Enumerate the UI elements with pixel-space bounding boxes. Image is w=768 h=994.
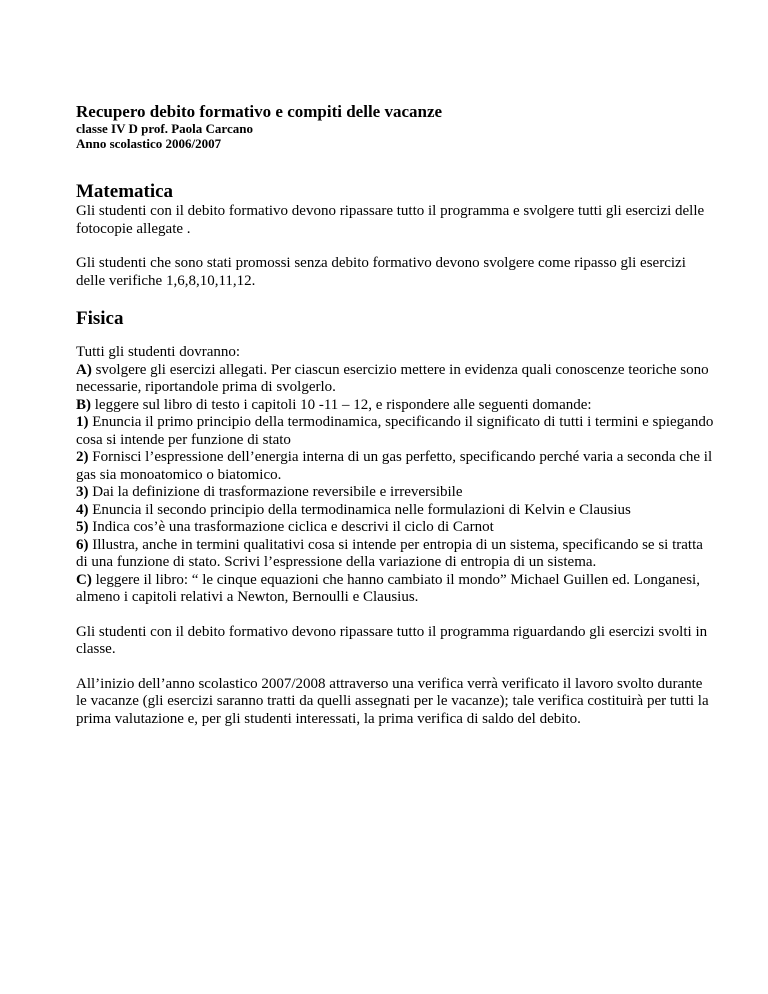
list-item-text: Enuncia il primo principio della termodinamica, specificando il significato di tutti i termini e spiegando cosa si intende per funzione di stato — [76, 414, 714, 448]
list-item — [76, 362, 716, 397]
list-item-label: 2) — [76, 449, 89, 465]
matematica-paragraph-debito: Gli studenti con il debito formativo devono ripassare tutto il programma e svolgere tutti gli esercizi delle fotocopie allegate . — [76, 203, 705, 237]
list-item-text: Enuncia il secondo principio della termodinamica nelle formulazioni di Kelvin e Clausius — [88, 501, 631, 518]
school-year-line: Anno scolastico 2006/2007 — [76, 136, 222, 151]
list-item-text: svolgere gli esercizi allegati. Per ciascun esercizio mettere in evidenza quali conoscenze teoriche sono necessarie, riportandole prima di svolgerlo. — [76, 361, 709, 395]
list-item — [76, 484, 716, 502]
list-item — [76, 537, 716, 572]
list-item-label: B) — [76, 396, 91, 413]
section-matematica — [76, 181, 716, 290]
list-item-text: Fornisci l’espressione dell’energia interna di un gas perfetto, specificando perché varia a seconda che il gas sia monoatomico o biatomico. — [76, 449, 713, 483]
list-item-text: Illustra, anche in termini qualitativi cosa si intende per entropia di un sistema, specificando se si tratta di una funzione di stato. Scrivi l’espressione della variazione di entropia di un sistema. — [76, 536, 703, 570]
section-heading-matematica: Matematica — [76, 181, 174, 202]
list-item-label: 4) — [76, 501, 89, 518]
list-item-label: 3) — [76, 484, 89, 500]
list-item — [76, 397, 716, 415]
list-item — [76, 519, 716, 537]
list-item — [76, 502, 716, 520]
list-item-text: Dai la definizione di trasformazione reversibile e irreversibile — [88, 484, 463, 500]
list-item-text: leggere sul libro di testo i capitoli 10 -11 – 12, e rispondere alle seguenti domande: — [91, 396, 592, 413]
list-item-text: leggere il libro: “ le cinque equazioni che hanno cambiato il mondo” Michael Guillen ed. Longanesi, almeno i capitoli relativi a Newton, Bernoulli e Clausius. — [76, 571, 700, 605]
fisica-paragraph-debito: Gli studenti con il debito formativo devono ripassare tutto il programma riguardando gli esercizi svolti in classe. — [76, 623, 708, 657]
list-item-label: 1) — [76, 414, 89, 430]
list-item-text: Indica cos’è una trasformazione ciclica e descrivi il ciclo di Carnot — [88, 519, 494, 535]
list-item — [76, 572, 716, 607]
fisica-intro: Tutti gli studenti dovranno: — [76, 344, 241, 360]
list-item-label: A) — [76, 361, 92, 378]
list-item-label: 5) — [76, 519, 89, 535]
fisica-paragraph-verifica: All’inizio dell’anno scolastico 2007/2008 attraverso una verifica verrà verificato il lavoro svolto durante le vacanze (gli esercizi saranno tratti da quelli assegnati per le vacanze); tale verifica costituirà per tutti la prima valutazione e, per gli studenti interessati, la prima verifica di saldo del debito. — [76, 675, 709, 727]
list-item — [76, 449, 716, 484]
matematica-paragraph-promossi: Gli studenti che sono stati promossi senza debito formativo devono svolgere come ripasso gli esercizi delle verifiche 1,6,8,10,11,12. — [76, 255, 686, 289]
document-title: Recupero debito formativo e compiti delle vacanze — [76, 102, 443, 121]
list-item — [76, 414, 716, 449]
list-item-label: 6) — [76, 536, 89, 553]
document-header — [76, 102, 716, 151]
list-item-label: C) — [76, 571, 92, 588]
section-fisica — [76, 308, 716, 728]
class-teacher-line: classe IV D prof. Paola Carcano — [76, 121, 253, 136]
fisica-task-list — [76, 362, 716, 607]
section-heading-fisica: Fisica — [76, 308, 124, 329]
document-page — [76, 102, 716, 728]
